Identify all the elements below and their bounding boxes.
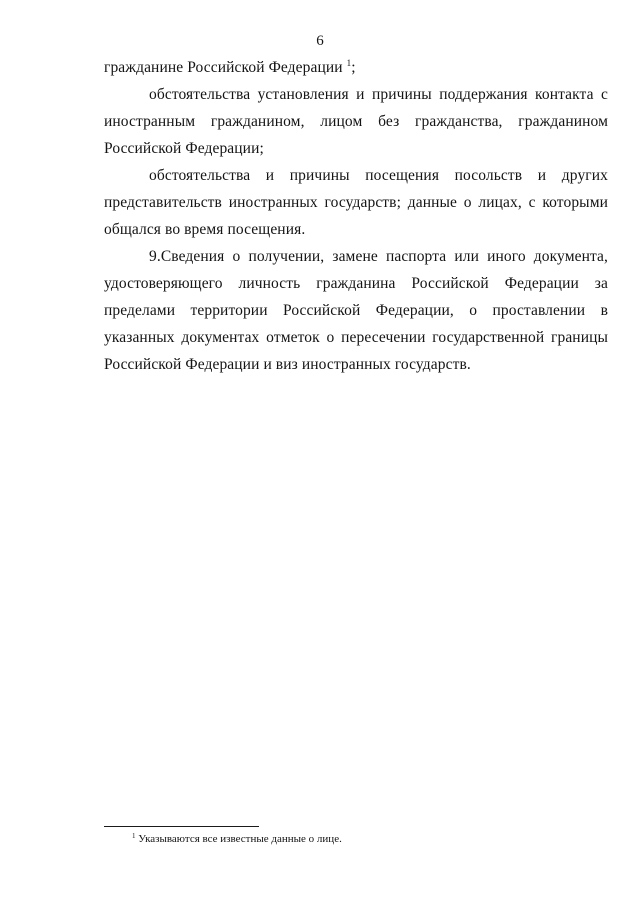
footnote-reference: 1 [346,58,352,68]
paragraph-embassy-visits: обстоятельства и причины посещения посольств и других представительств иностранных государств; данные о лицах, с которыми общался во время посещения. [104,167,608,238]
paragraph-continuation-text: гражданине Российской Федерации [104,59,343,76]
paragraph-contact-circumstances: обстоятельства установления и причины поддержания контакта с иностранным гражданином, лицом без гражданства, гражданином Российской Федерации; [104,86,608,157]
body-text [104,54,608,378]
paragraph-continuation [104,54,608,81]
footnote-separator [104,826,259,827]
footnote [132,832,592,846]
paragraph-continuation-tail: ; [351,59,356,76]
footnote-mark: 1 [132,832,136,840]
page-number: 6 [316,33,324,49]
paragraph-item-9-passport: 9.Сведения о получении, замене паспорта или иного документа, удостоверяющего личность гражданина Российской Федерации за пределами территории Российской Федерации, о проставлении в указанных документах отметок о пересечении государственной границы Российской Федерации и виз иностранных государств. [104,248,608,373]
footnote-text: Указываются все известные данные о лице. [138,833,342,845]
